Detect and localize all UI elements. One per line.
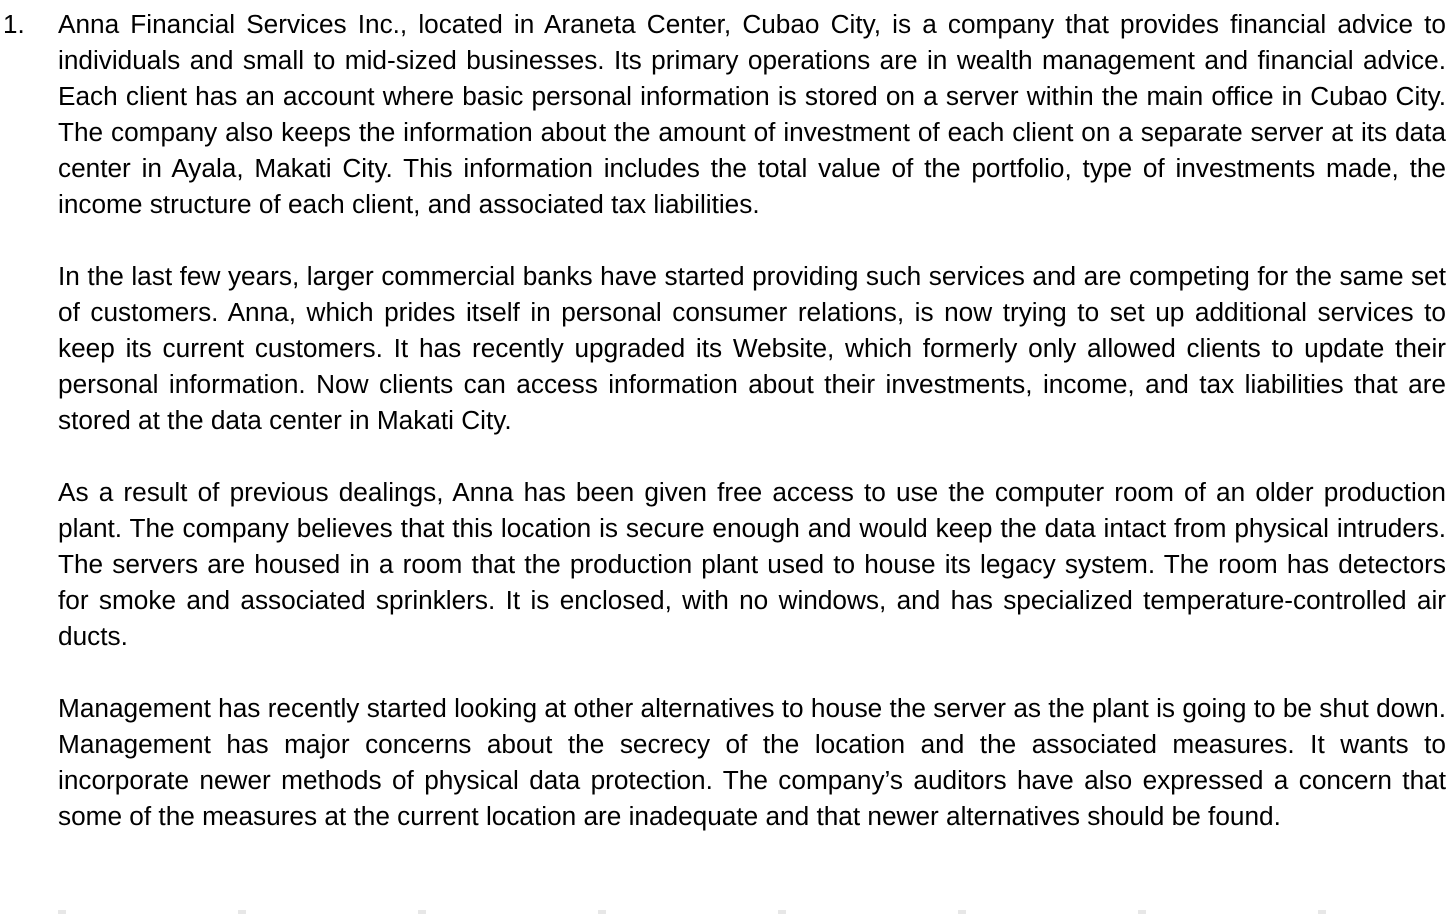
paragraph-competition: In the last few years, larger commercial banks have started providing such services and are competing for the same set of customers. Anna, which prides itself in personal consumer relations, is now trying to set up additional services to keep its current customers. It has recently upgraded its Website, which formerly only allowed clients to update their personal information. Now clients can access information about their investments, income, and tax liabilities that are stored at the data center in Makati City. [58,261,1446,435]
paragraph-server-location: As a result of previous dealings, Anna has been given free access to use the computer room of an older production plant. The company believes that this location is secure enough and would keep the data intact from physical intruders. The servers are housed in a room that the production plant used to house its legacy system. The room has detectors for smoke and associated sprinklers. It is enclosed, with no windows, and has specialized temperature-controlled air ducts. [58,477,1446,651]
cropped-next-line [0,910,1453,914]
document-page [0,6,1453,834]
list-item-body [58,6,1446,834]
paragraph-company-overview: Anna Financial Services Inc., located in Araneta Center, Cubao City, is a company that provides financial advice to individuals and small to mid-sized businesses. Its primary operations are in wealth management and financial advice. Each client has an account where basic personal information is stored on a server within the main office in Cubao City. The company also keeps the information about the amount of investment of each client on a separate server at its data center in Ayala, Makati City. This information includes the total value of the portfolio, type of investments made, the income structure of each client, and associated tax liabilities. [58,9,1446,219]
numbered-list-item [0,6,1453,834]
paragraph-management-concerns: Management has recently started looking at other alternatives to house the server as the plant is going to be shut down. Management has major concerns about the secrecy of the location and the associated measures. It wants to incorporate newer methods of physical data protection. The company’s auditors have also expressed a concern that some of the measures at the current location are inadequate and that newer alternatives should be found. [58,693,1446,831]
list-item-number: 1. [3,9,25,39]
